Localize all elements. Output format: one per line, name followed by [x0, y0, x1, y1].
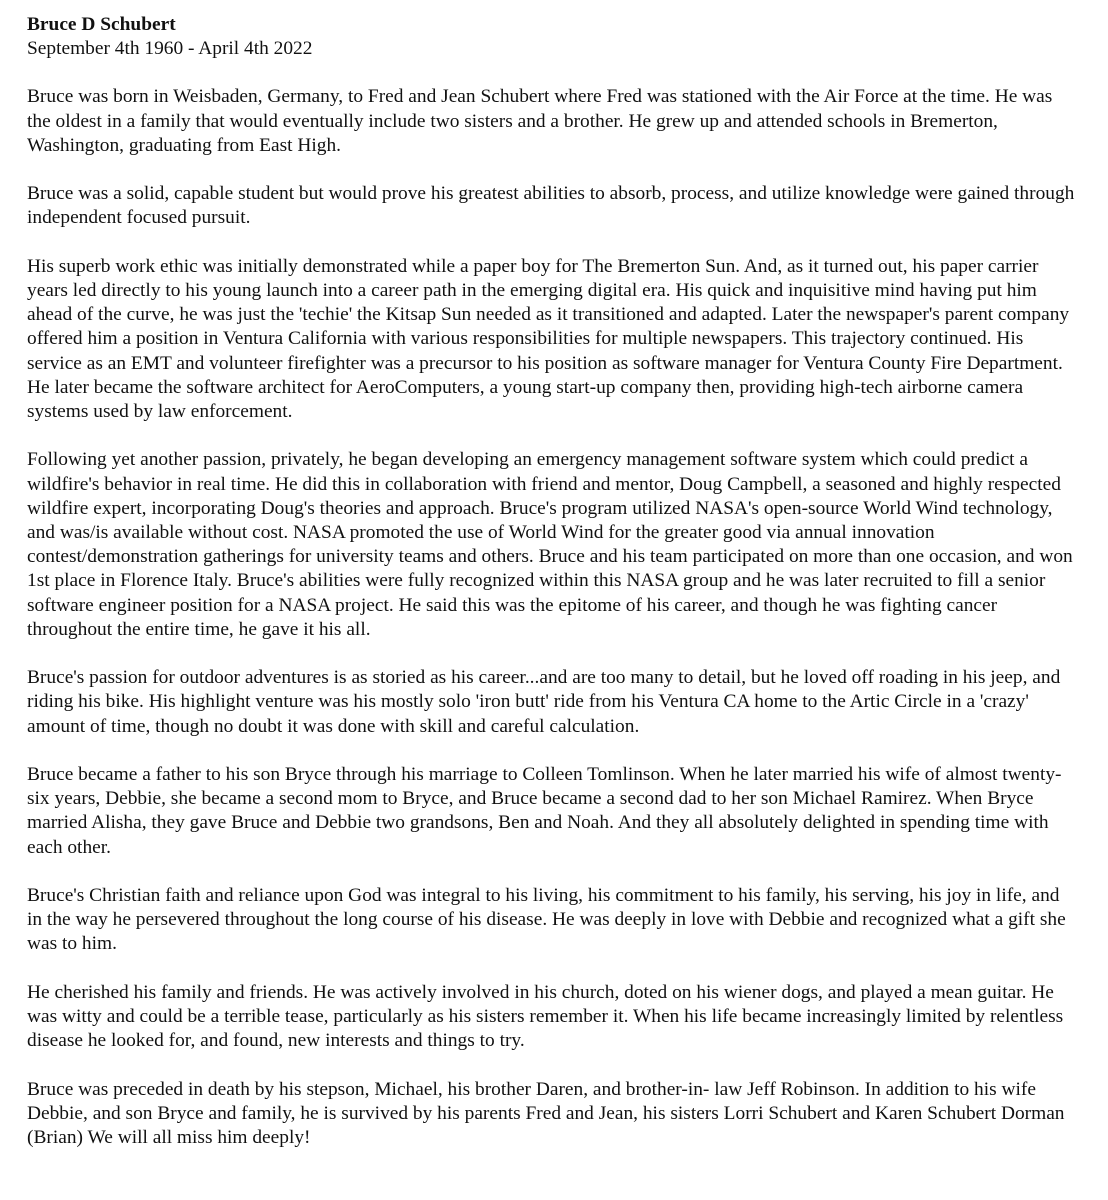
paragraph-career: His superb work ethic was initially demonstrated while a paper boy for The Bremerton Sun. And, as it turned out, his paper carrier years led directly to his young launch into a career path in the emerging digital era. His quick and inquisitive mind having put him ahead of the curve, he was just the 'techie' the Kitsap Sun needed as it transitioned and adapted. Later the newspaper's parent company offered him a position in Ventura California with various responsibilities for multiple newspapers. This trajectory continued. His service as an EMT and volunteer firefighter was a precursor to his position as software manager for Ventura County Fire Department. He later became the software architect for AeroComputers, a young start-up company then, providing high-tech airborne camera systems used by law enforcement. [27, 255, 1070, 423]
paragraph-adventures: Bruce's passion for outdoor adventures is as storied as his career...and are too many to detail, but he loved off roading in his jeep, and riding his bike. His highlight venture was his mostly solo 'iron butt' ride from his Ventura CA home to the Artic Circle in a 'crazy' amount of time, though no doubt it was done with skill and careful calculation. [27, 667, 1061, 737]
paragraph-student: Bruce was a solid, capable student but would prove his greatest abilities to absorb, process, and utilize knowledge were gained through independent focused pursuit. [27, 183, 1075, 229]
obituary-name: Bruce D Schubert [27, 14, 176, 35]
paragraph-survivors: Bruce was preceded in death by his stepson, Michael, his brother Daren, and brother-in- law Jeff Robinson. In addition to his wife Debbie, and son Bryce and family, he is survived by his parents Fred and Jean, his sisters Lorri Schubert and Karen Schubert Dorman (Brian) We will all miss him deeply! [27, 1078, 1065, 1149]
paragraph-friends: He cherished his family and friends. He was actively involved in his church, doted on his wiener dogs, and played a mean guitar. He was witty and could be a terrible tease, particularly as his sisters remember it. When his life became increasingly limited by relentless disease he looked for, and found, new interests and things to try. [27, 981, 1064, 1052]
paragraph-birth: Bruce was born in Weisbaden, Germany, to Fred and Jean Schubert where Fred was stationed with the Air Force at the time. He was the oldest in a family that would eventually include two sisters and a brother. He grew up and attended schools in Bremerton, Washington, graduating from East High. [27, 86, 1053, 156]
paragraph-faith: Bruce's Christian faith and reliance upon God was integral to his living, his commitment to his family, his serving, his joy in life, and in the way he persevered throughout the long course of his disease. He was deeply in love with Debbie and recognized what a gift she was to him. [27, 885, 1066, 955]
obituary-dates: September 4th 1960 - April 4th 2022 [27, 38, 313, 60]
paragraph-nasa: Following yet another passion, privately, he began developing an emergency management software system which could predict a wildfire's behavior in real time. He did this in collaboration with friend and mentor, Doug Campbell, a seasoned and highly respected wildfire expert, incorporating Doug's theories and approach. Bruce's program utilized NASA's open-source World Wind technology, and was/is available without cost. NASA promoted the use of World Wind for the greater good via annual innovation contest/demonstration gatherings for university teams and others. Bruce and his team participated on more than one occasion, and won 1st place in Florence Italy. Bruce's abilities were fully recognized within this NASA group and he was later recruited to fill a senior software engineer position for a NASA project. He said this was the epitome of his career, and though he was fighting cancer throughout the entire time, he gave it his all. [27, 449, 1073, 640]
paragraph-family: Bruce became a father to his son Bryce through his marriage to Colleen Tomlinson. When he later married his wife of almost twenty-six years, Debbie, she became a second mom to Bryce, and Bruce became a second dad to her son Michael Ramirez. When Bryce married Alisha, they gave Bruce and Debbie two grandsons, Ben and Noah. And they all absolutely delighted in spending time with each other. [27, 764, 1062, 858]
